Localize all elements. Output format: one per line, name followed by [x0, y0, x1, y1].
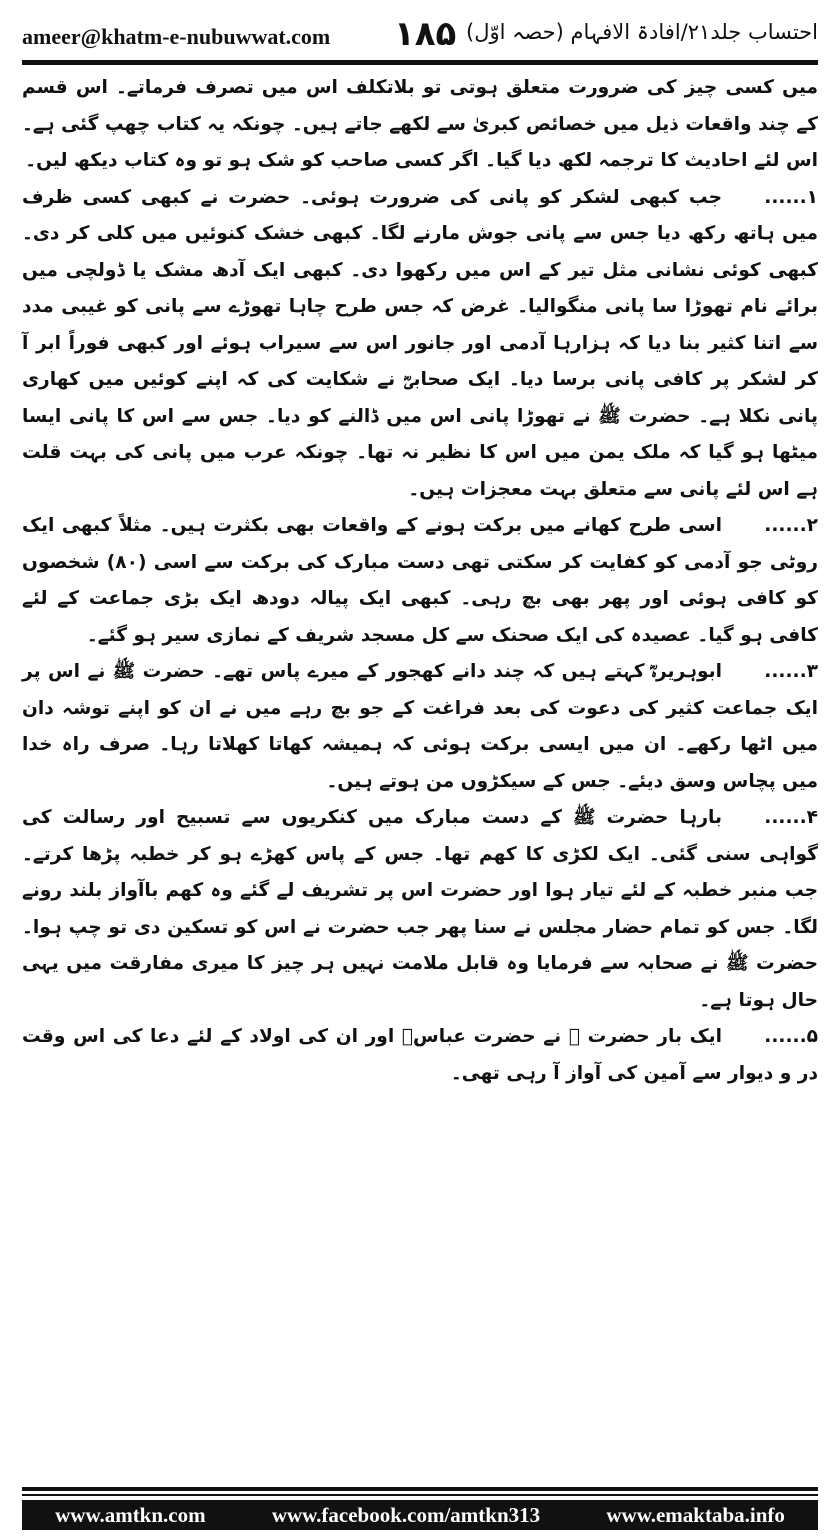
- header-email: ameer@khatm-e-nubuwwat.com: [22, 24, 331, 49]
- paragraph-text: ابوہریرہؓ کہتے ہیں کہ چند دانے کھجور کے میرے پاس تھے۔ حضرت ﷺ نے اس پر ایک جماعت کثیر کی دعوت کی بعد فراغت کے جو بچ رہے میں نے ان کو اپنے توشہ دان میں اٹھا رکھے۔ ان میں ایسی برکت ہوئی کہ ہمیشہ کھاتا کھلاتا رہا۔ صرف راہ خدا میں پچاس وسق دیئے۔ جس کے سیکڑوں من ہوتے ہیں۔: [22, 661, 818, 792]
- list-item: [22, 654, 818, 800]
- item-number: ۵......: [764, 1026, 818, 1047]
- paragraph-text: ایک بار حضرت ﷺ نے حضرت عباسؓ اور ان کی اولاد کے لئے دعا کی اس وقت در و دیوار سے آمین کی آواز آ رہی تھی۔: [22, 1026, 818, 1084]
- paragraph-text: اسی طرح کھانے میں برکت ہونے کے واقعات بھی بکثرت ہیں۔ مثلاً کبھی ایک روٹی جو آدمی کو کفایت کر سکتی تھی دست مبارک کی برکت سے اسی (۸۰) شخصوں کو کافی ہوئی اور پھر بھی بچ رہی۔ کبھی ایک پیالہ دودھ ایک بڑی جماعت کے لئے کافی ہو گیا۔ عصیدہ کی ایک صحنک سے کل مسجد شریف کے نمازی سیر ہو گئے۔: [22, 515, 818, 646]
- footer-link-facebook[interactable]: www.facebook.com/amtkn313: [271, 1502, 541, 1527]
- book-title: احتساب جلد۲۱/افادۃ الافہام (حصہ اوّل): [466, 20, 818, 44]
- list-item: [22, 1019, 818, 1092]
- page-footer: [22, 1500, 818, 1530]
- footer-link-amtkn[interactable]: www.amtkn.com: [55, 1502, 206, 1527]
- header-rule: [22, 60, 818, 65]
- paragraph-text: میں کسی چیز کی ضرورت متعلق ہوتی تو بلاتکلف اس میں تصرف فرماتے۔ اس قسم کے چند واقعات ذیل میں خصائص کبریٰ سے لکھے جاتے ہیں۔ چونکہ یہ کتاب چھپ گئی ہے۔ اس لئے احادیث کا ترجمہ لکھ دیا گیا۔ اگر کسی صاحب کو شک ہو تو وہ کتاب دیکھ لیں۔: [22, 77, 818, 171]
- item-number: ۳......: [764, 661, 818, 682]
- paragraph-text: جب کبھی لشکر کو پانی کی ضرورت ہوئی۔ حضرت نے کبھی کسی ظرف میں ہاتھ رکھ دیا جس سے پانی جوش مارنے لگا۔ کبھی خشک کنوئیں میں کلی کر دی۔ کبھی کوئی نشانی مثل تیر کے اس میں رکھوا دی۔ کبھی ایک آدھ مشک یا ڈولچی میں برائے نام تھوڑا سا پانی منگوالیا۔ غرض کہ جس طرح چاہا تھوڑے سے پانی کو غیبی مدد سے اتنا کثیر بنا دیا کہ ہزارہا آدمی اور جانور اس سے سیراب ہوئے اور کبھی فوراً ابر آ کر لشکر پر کافی پانی برسا دیا۔ ایک صحابیؓ نے شکایت کی کہ اپنے کوئیں میں کھاری پانی نکلا ہے۔ حضرت ﷺ نے تھوڑا پانی اس میں ڈالنے کو دیا۔ جس سے اس کا پانی ایسا میٹھا ہو گیا کہ ملک یمن میں اس کا نظیر نہ تھا۔ چونکہ عرب میں پانی کی بہت قلت ہے اس لئے پانی سے متعلق بہت معجزات ہیں۔: [22, 186, 818, 500]
- item-number: ۴......: [764, 807, 818, 828]
- footer-rule-thin: [22, 1494, 818, 1496]
- item-number: ۱......: [764, 186, 818, 208]
- list-item: [22, 800, 818, 1019]
- footer-rule: [22, 1487, 818, 1491]
- paragraph-text: بارہا حضرت ﷺ کے دست مبارک میں کنکریوں سے تسبیح اور رسالت کی گواہی سنی گئی۔ ایک لکڑی کا کھم تھا۔ جس کے پاس کھڑے ہو کر خطبہ پڑھا کرتے۔ جب منبر خطبہ کے لئے تیار ہوا اور حضرت اس پر تشریف لے گئے وہ کھم باآواز بلند رونے لگا۔ جس کو تمام حضار مجلس نے سنا پھر جب حضرت نے اس کو تسکین دی تو چپ ہوا۔ حضرت ﷺ نے صحابہ سے فرمایا وہ قابل ملامت نہیں ہر چیز کا میری مفارقت میں یہی حال ہوتا ہے۔: [22, 807, 818, 1011]
- item-number: ۲......: [764, 515, 818, 536]
- list-item: [22, 508, 818, 654]
- intro-paragraph: [22, 70, 818, 180]
- page-body: [22, 70, 818, 1450]
- page-number: ۱۸۵: [394, 14, 457, 54]
- list-item: [22, 180, 818, 509]
- footer-link-emaktaba[interactable]: www.emaktaba.info: [606, 1502, 785, 1527]
- page-header: [22, 10, 818, 58]
